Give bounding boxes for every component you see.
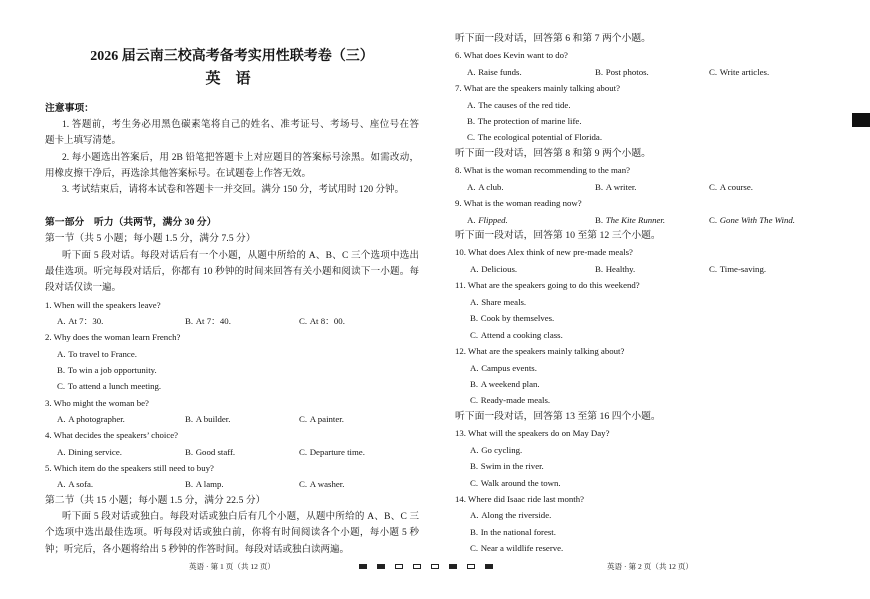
question-1-option-c (299, 313, 345, 329)
option-text: Attend a cooking class. (480, 329, 563, 340)
question-4-option-a (57, 444, 122, 460)
question-11-stem: 11. What are the speakers going to do this weekend? (455, 280, 640, 291)
option-text: Cook by themselves. (480, 313, 555, 324)
option-label: C. (299, 479, 308, 490)
question-1-options (45, 313, 419, 329)
section-2-directions-line-2: 个选项中选出最佳选项。听每段对话或独白前，你将有时间阅读各个小题，每小题 5 秒 (45, 528, 419, 539)
question-3-option-a (57, 411, 125, 427)
question-11-option-c (455, 327, 835, 343)
option-label: A. (470, 444, 479, 455)
option-text: Good staff. (195, 446, 236, 457)
question-13-stem: 13. What will the speakers do on May Day? (455, 428, 610, 439)
note-3-line-1: 3. 考试结束后，请将本试卷和答题卡一并交回。满分 150 分，考试用时 120 分钟。 (62, 185, 405, 196)
section-1-heading: 第一节（共 5 小题；每小题 1.5 分，满分 7.5 分） (45, 233, 256, 245)
option-label: C. (709, 66, 718, 77)
option-text: Near a wildlife reserve. (480, 543, 564, 554)
note-1-line-2: 题卡上填写清楚。 (45, 136, 122, 147)
question-12-option-a (455, 360, 835, 376)
question-5-option-b (185, 476, 224, 492)
option-text: A painter. (309, 414, 344, 425)
question-9-option-c (709, 212, 795, 228)
registration-mark (359, 564, 367, 569)
question-11-option-a (455, 294, 835, 310)
option-text: Share meals. (481, 296, 527, 307)
option-text: To attend a lunch meeting. (67, 381, 162, 392)
question-9-options (455, 212, 835, 228)
question-7-stem: 7. What are the speakers mainly talking about? (455, 83, 620, 94)
registration-mark (377, 564, 385, 569)
question-8-option-a (467, 179, 504, 195)
question-5-stem: 5. Which item do the speakers still need to buy? (45, 463, 214, 474)
option-label: C. (57, 381, 66, 392)
question-6-option-b (595, 64, 649, 80)
option-text: Delicious. (481, 263, 518, 274)
option-text: A builder. (195, 414, 231, 425)
option-text: At 7：40. (195, 316, 231, 327)
option-label: A. (57, 348, 66, 359)
option-text: The protection of marine life. (477, 115, 582, 126)
notes-heading: 注意事项： (45, 102, 94, 114)
option-text: At 7：30. (68, 316, 104, 327)
option-label: A. (57, 446, 66, 457)
option-text: To win a job opportunity. (67, 365, 157, 376)
question-2-option-a (45, 346, 419, 362)
question-10-option-b (595, 261, 635, 277)
option-label: C. (470, 543, 479, 554)
section-1-directions-line-1: 听下面 5 段对话。每段对话后有一个小题，从题中所给的 A、B、C 三个选项中选出 (62, 250, 419, 261)
option-text: Campus events. (481, 362, 537, 373)
option-label: B. (595, 181, 604, 192)
question-1-option-b (185, 313, 231, 329)
registration-mark (431, 564, 439, 569)
option-label: B. (467, 115, 476, 126)
question-13-option-b (455, 458, 835, 474)
question-3-option-c (299, 411, 344, 427)
registration-mark (467, 564, 475, 569)
option-text: Walk around the town. (480, 477, 561, 488)
option-label: A. (467, 66, 476, 77)
option-label: C. (299, 446, 308, 457)
option-text: A course. (719, 181, 753, 192)
option-label: A. (470, 510, 479, 521)
dialogue-group-instruction-10-12: 听下面一段对话，回答第 10 至第 12 三个小题。 (455, 230, 661, 242)
option-label: B. (185, 414, 194, 425)
dialogue-group-instruction-6-7: 听下面一段对话，回答第 6 和第 7 两个小题。 (455, 32, 651, 44)
note-1-line-1: 1. 答题前，考生务必用黑色碳素笔将自己的姓名、准考证号、考场号、座位号在答 (62, 120, 419, 131)
option-text: A washer. (309, 479, 345, 490)
option-label: A. (470, 263, 479, 274)
question-2-stem: 2. Why does the woman learn French? (45, 332, 181, 343)
option-text: Write articles. (719, 66, 770, 77)
option-text: In the national forest. (480, 526, 556, 537)
option-label: B. (185, 446, 194, 457)
option-label: C. (299, 414, 308, 425)
question-12-option-c (455, 392, 835, 408)
question-2-option-b (45, 362, 419, 378)
question-4-option-c (299, 444, 365, 460)
question-14-stem: 14. Where did Isaac ride last month? (455, 494, 585, 505)
question-2-option-c (45, 378, 419, 394)
question-9-option-b (595, 212, 665, 228)
section-2-heading: 第二节（共 15 小题；每小题 1.5 分，满分 22.5 分） (45, 494, 266, 506)
option-label: C. (709, 214, 718, 225)
option-text: Ready-made meals. (480, 395, 551, 406)
question-4-option-b (185, 444, 235, 460)
question-10-option-a (470, 261, 517, 277)
option-label: C. (299, 316, 308, 327)
question-7-option-a (455, 97, 835, 113)
question-5-option-a (57, 476, 93, 492)
question-5-options (45, 476, 419, 492)
option-label: B. (185, 316, 194, 327)
option-label: A. (470, 296, 479, 307)
option-text: Raise funds. (478, 66, 522, 77)
option-label: C. (470, 329, 479, 340)
option-text: Departure time. (309, 446, 365, 457)
question-4-stem: 4. What decides the speakers’ choice? (45, 430, 179, 441)
question-10-options (455, 261, 835, 277)
registration-mark (485, 564, 493, 569)
option-label: A. (57, 414, 66, 425)
dialogue-group-instruction-13-16: 听下面一段对话，回答第 13 至第 16 四个小题。 (455, 410, 661, 422)
edge-tab-mark (852, 113, 870, 127)
question-8-option-b (595, 179, 637, 195)
question-13-option-c (455, 475, 835, 491)
option-text: Swim in the river. (480, 461, 544, 472)
question-3-option-b (185, 411, 230, 427)
dialogue-group-instruction-8-9: 听下面一段对话，回答第 8 和第 9 两个小题。 (455, 147, 651, 159)
option-label: A. (57, 316, 66, 327)
option-text: Flipped. (478, 214, 508, 225)
subject-title: 英 语 (205, 71, 251, 87)
question-5-option-c (299, 476, 344, 492)
option-text: A lamp. (195, 479, 224, 490)
registration-marks (359, 564, 495, 570)
registration-mark (413, 564, 421, 569)
question-1-stem: 1. When will the speakers leave? (45, 299, 161, 310)
option-text: A photographer. (68, 414, 125, 425)
registration-mark (395, 564, 403, 569)
exam-title: 2026 届云南三校高考备考实用性联考卷（三） (90, 49, 374, 64)
option-text: Dining service. (68, 446, 122, 457)
option-text: A sofa. (68, 479, 94, 490)
question-4-options (45, 444, 419, 460)
option-label: C. (470, 477, 479, 488)
part-1-heading: 第一部分 听力（共两节，满分 30 分） (45, 217, 217, 229)
option-text: Go cycling. (481, 444, 523, 455)
option-label: A. (467, 214, 476, 225)
question-3-stem: 3. Who might the woman be? (45, 397, 149, 408)
option-label: B. (470, 526, 479, 537)
option-label: A. (470, 362, 479, 373)
option-label: B. (185, 479, 194, 490)
question-13-option-a (455, 442, 835, 458)
question-11-option-b (455, 310, 835, 326)
page-2-footer: 英语 · 第 2 页（共 12 页） (606, 562, 694, 571)
option-label: C. (467, 132, 476, 143)
option-label: B. (470, 461, 479, 472)
option-label: A. (467, 181, 476, 192)
option-text: At 8：00. (309, 316, 345, 327)
option-label: A. (57, 479, 66, 490)
question-6-options (455, 64, 835, 80)
option-label: B. (595, 263, 604, 274)
option-text: Time-saving. (719, 263, 767, 274)
question-8-option-c (709, 179, 753, 195)
question-3-options (45, 411, 419, 427)
question-7-option-b (455, 113, 835, 129)
page-1-footer: 英语 · 第 1 页（共 12 页） (188, 562, 276, 571)
option-text: The ecological potential of Florida. (477, 132, 603, 143)
option-text: The causes of the red tide. (478, 99, 571, 110)
question-7-option-c (455, 129, 835, 145)
option-text: Gone With The Wind. (719, 214, 795, 225)
section-1-directions-line-2: 最佳选项。听完每段对话后，你都有 10 秒钟的时间来回答有关小题和阅读下一小题。每 (45, 267, 419, 278)
option-label: B. (595, 214, 604, 225)
option-text: Healthy. (605, 263, 636, 274)
option-label: C. (470, 395, 479, 406)
note-2-line-1: 2. 每小题选出答案后，用 2B 铅笔把答题卡上对应题目的答案标号涂黑。如需改动， (62, 152, 419, 163)
left-column (45, 101, 419, 558)
option-label: C. (709, 263, 718, 274)
option-label: B. (470, 313, 479, 324)
question-8-options (455, 179, 835, 195)
right-column (455, 31, 835, 557)
option-text: A weekend plan. (480, 378, 540, 389)
question-1-option-a (57, 313, 103, 329)
note-2-line-2: 用橡皮擦干净后，再选涂其他答案标号。在试题卷上作答无效。 (45, 169, 312, 180)
option-text: The Kite Runner. (605, 214, 666, 225)
question-14-option-c (455, 540, 835, 556)
question-8-stem: 8. What is the woman recommending to the man? (455, 165, 630, 176)
question-9-stem: 9. What is the woman reading now? (455, 198, 582, 209)
question-10-option-c (709, 261, 766, 277)
registration-mark (449, 564, 457, 569)
option-label: B. (595, 66, 604, 77)
question-10-stem: 10. What does Alex think of new pre-made meals? (455, 247, 633, 258)
question-6-option-c (709, 64, 769, 80)
option-label: C. (709, 181, 718, 192)
question-12-option-b (455, 376, 835, 392)
question-9-option-a (467, 212, 508, 228)
option-label: B. (470, 378, 479, 389)
spacer (45, 199, 419, 215)
question-12-stem: 12. What are the speakers mainly talking about? (455, 346, 625, 357)
section-1-directions-line-3: 段对话仅读一遍。 (45, 283, 122, 294)
section-2-directions-line-3: 钟；听完后，各小题将给出 5 秒钟的作答时间。每段对话或独白读两遍。 (45, 544, 350, 555)
option-label: B. (57, 365, 66, 376)
question-6-stem: 6. What does Kevin want to do? (455, 50, 568, 61)
option-text: Along the riverside. (481, 510, 552, 521)
option-text: A writer. (605, 181, 637, 192)
option-label: A. (467, 99, 476, 110)
question-14-option-b (455, 524, 835, 540)
question-6-option-a (467, 64, 522, 80)
section-2-directions-line-1: 听下面 5 段对话或独白。每段对话或独白后有几个小题，从题中所给的 A、B、C 三 (62, 512, 419, 522)
option-text: To travel to France. (68, 348, 137, 359)
option-text: A club. (478, 181, 504, 192)
question-14-option-a (455, 507, 835, 523)
option-text: Post photos. (605, 66, 649, 77)
